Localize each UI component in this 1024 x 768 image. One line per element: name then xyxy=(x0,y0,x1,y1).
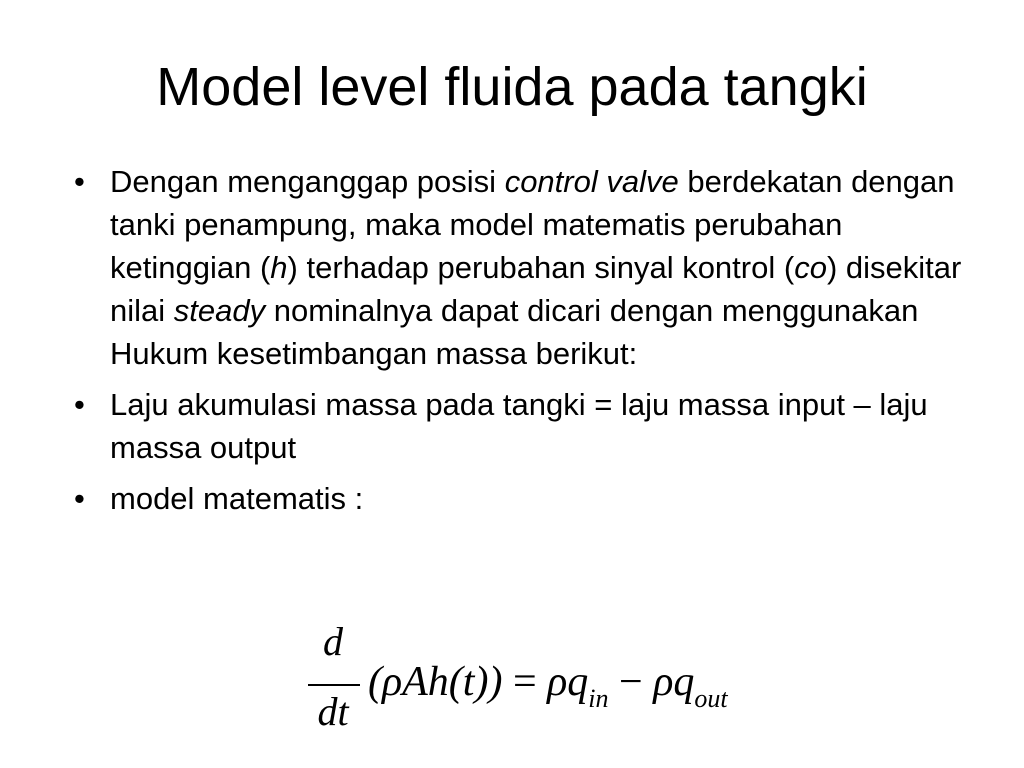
emphasis-text: h xyxy=(270,250,288,285)
emphasis-text: steady xyxy=(173,293,266,328)
bullet-text-run: Dengan menganggap posisi xyxy=(110,164,505,199)
bullet-text-run: nominalnya dapat dicari dengan menggunakan Hukum kesetimbangan massa berikut: xyxy=(110,293,919,371)
bullet-dot: • xyxy=(74,164,85,199)
subscript-out: out xyxy=(694,684,728,713)
mass-balance-equation xyxy=(306,618,886,748)
equation-minus: − xyxy=(608,659,654,705)
fraction-denominator: dt xyxy=(317,689,349,734)
bullet-text-run: model matematis : xyxy=(110,481,364,516)
bullet-dot: • xyxy=(74,387,85,422)
bullet-text xyxy=(110,481,363,516)
fraction-bar xyxy=(308,684,360,686)
equation-body xyxy=(368,658,728,713)
bullet-text-run: ) disekitar nilai xyxy=(110,250,962,328)
equation-term-in: ρq xyxy=(547,659,589,705)
emphasis-text: co xyxy=(794,250,827,285)
emphasis-text: control valve xyxy=(504,164,679,199)
bullet-item xyxy=(74,383,974,469)
equation-equals: = xyxy=(502,659,548,705)
bullet-list xyxy=(74,160,974,528)
derivative-fraction xyxy=(306,618,360,748)
fraction-numerator: d xyxy=(323,619,343,664)
subscript-in: in xyxy=(588,684,609,713)
bullet-text xyxy=(110,164,961,371)
bullet-text-run: berdekatan dengan tanki penampung, maka model matematis perubahan ketinggian ( xyxy=(110,164,955,285)
bullet-text xyxy=(110,387,928,465)
bullet-dot: • xyxy=(74,481,85,516)
equation-term-out: ρq xyxy=(653,659,695,705)
bullet-item xyxy=(74,477,974,520)
bullet-text-run: Laju akumulasi massa pada tangki = laju massa input – laju massa output xyxy=(110,387,928,465)
slide-title: Model level fluida pada tangki xyxy=(156,57,868,117)
bullet-text-run: ) terhadap perubahan sinyal kontrol ( xyxy=(287,250,795,285)
equation-lhs: (ρAh(t)) xyxy=(368,659,503,705)
bullet-item xyxy=(74,160,974,375)
